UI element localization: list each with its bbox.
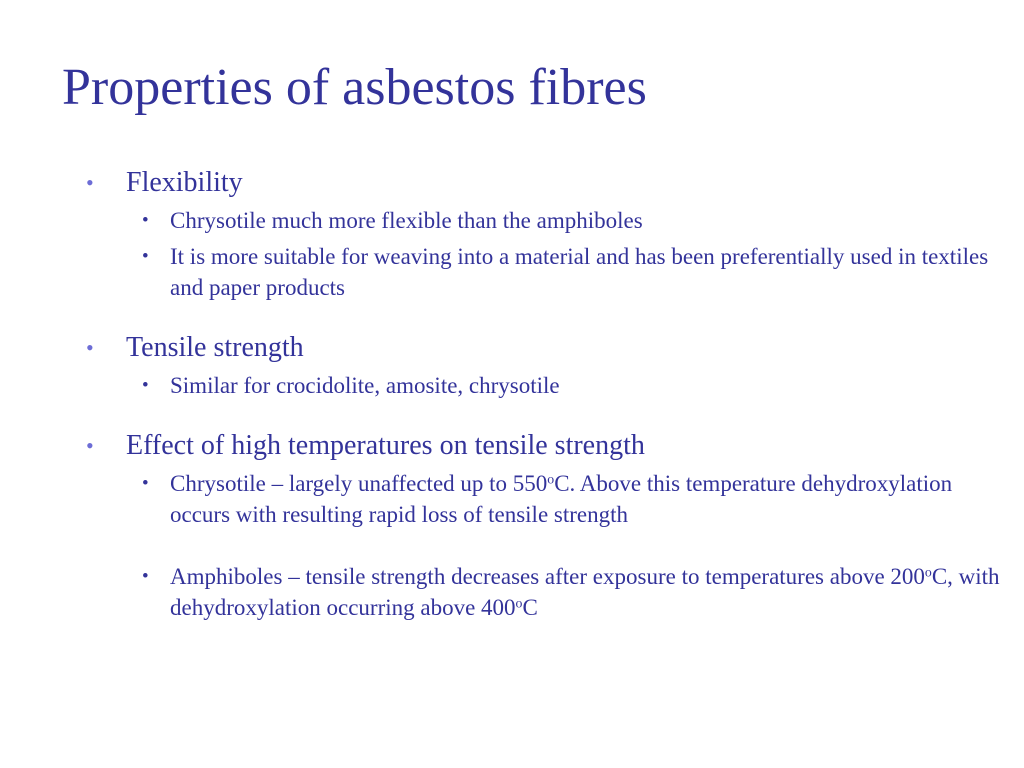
bullet-text: Chrysotile much more flexible than the amphiboles [170,208,643,233]
bullet-icon: • [142,246,149,267]
text-segment: Amphiboles – tensile strength decreases after exposure to temperatures above 200 [170,564,925,589]
bullet-level1 [86,164,1006,201]
degree-superscript: o [547,471,555,487]
bullet-icon: • [86,335,94,360]
text-segment: C [522,595,538,620]
bullet-level2 [86,241,1006,303]
degree-superscript: o [924,564,932,580]
bullet-level2 [86,205,1006,236]
bullet-text: Similar for crocidolite, amosite, chrysotile [170,373,560,398]
bullet-icon: • [86,433,94,458]
bullet-icon: • [142,375,149,396]
sub-bullet-list [86,468,1006,623]
bullet-icon: • [86,170,94,195]
text-segment: C, with dehydroxylation occurring above 400 [170,564,1000,620]
section-tensile-strength [86,329,1006,401]
bullet-level2 [86,561,1006,623]
section-flexibility [86,164,1006,303]
bullet-level2 [86,370,1006,401]
section-high-temperatures [86,427,1006,623]
bullet-icon: • [142,210,149,231]
bullet-level2 [86,468,1006,530]
bullet-level1 [86,329,1006,366]
slide-title: Properties of asbestos fibres [62,59,647,116]
bullet-icon: • [142,566,149,587]
bullet-text [170,471,952,527]
sub-bullet-list [86,205,1006,303]
bullet-text: It is more suitable for weaving into a material and has been preferentially used in textiles and paper products [170,244,989,300]
bullet-icon: • [142,473,149,494]
bullet-level1 [86,427,1006,464]
degree-superscript: o [515,595,523,611]
bullet-text [170,564,1000,620]
slide-body [86,164,1006,628]
section-heading: Tensile strength [126,332,304,363]
section-heading: Flexibility [126,167,243,198]
section-heading: Effect of high temperatures on tensile strength [126,430,645,461]
text-segment: C. Above this temperature dehydroxylation occurs with resulting rapid loss of tensile strength [170,471,953,527]
sub-bullet-list [86,370,1006,401]
text-segment: Chrysotile – largely unaffected up to 550 [170,471,548,496]
